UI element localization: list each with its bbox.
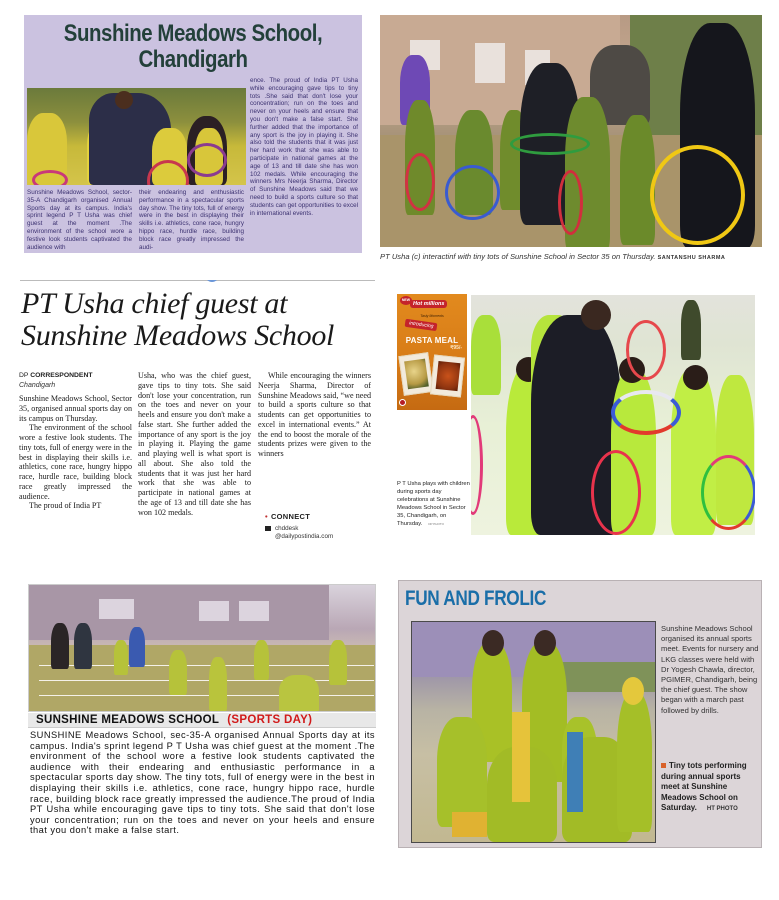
child-figure bbox=[437, 717, 487, 827]
article-column-3 bbox=[258, 371, 371, 459]
clipping-column-bottom-1: Sunshine Meadows School, sector-35-A Chandigarh organised Annual Sports day at its campus. India's sprint legend P T Usha was chief guest at the moment .The environment of the school wore a festive look students captivated the audience with bbox=[27, 189, 132, 251]
child-figure bbox=[279, 675, 319, 712]
paragraph: Usha, who was the chief guest, gave tips to tiny tots. She said don't lose your concentration, run on the toes and never on your heels and ensure you don't make a false start. She further added the importance of any sport is the joy in playing it. Playing the game and playing well is what sport is all about. She also told the students that it was just her hard work that she was able to participate in national games at the age of 13 and till date she has won 102 medals. bbox=[138, 371, 251, 517]
child-figure bbox=[471, 315, 501, 395]
hoop bbox=[650, 145, 745, 245]
clipping-body: Sunshine Meadows School organised its annual sports meet. Events for nursery and LKG classes were held with Dr Yogesh Chawla, director, PGIMER, Chandigarh, being the chief guest. The show began with a march past followed by drills. bbox=[661, 624, 759, 715]
bullet-icon bbox=[661, 763, 666, 768]
bullet-icon: • bbox=[265, 512, 268, 521]
adult-figure bbox=[129, 627, 145, 667]
mail-icon bbox=[265, 526, 271, 531]
ad-brand: Hot millions bbox=[410, 300, 447, 308]
article-column-2 bbox=[138, 371, 251, 517]
caption-text: P T Usha plays with children during sports day celebrations at Sunshine Meadows School in Sector 35, Chandigarh, on Thursday. bbox=[397, 481, 470, 528]
ad-price: ₹95/- bbox=[450, 345, 462, 351]
clipping-photo-usha-interacting bbox=[380, 15, 762, 265]
connect-label bbox=[265, 512, 310, 521]
track-line bbox=[39, 680, 374, 681]
hoop bbox=[701, 455, 755, 530]
adult-figure bbox=[74, 623, 92, 669]
hoop bbox=[187, 143, 227, 177]
adult-figure bbox=[51, 623, 69, 669]
connect-text: CONNECT bbox=[270, 512, 311, 521]
paragraph: Sunshine Meadows School, Sector 35, organised annual sports day on its campus on Thursday. bbox=[19, 394, 132, 423]
child-figure bbox=[617, 692, 652, 832]
child-figure bbox=[620, 115, 655, 245]
window bbox=[239, 601, 269, 621]
photo-caption bbox=[380, 252, 762, 261]
headline-line-2: Sunshine Meadows School bbox=[21, 319, 335, 352]
ad-intro-banner: introducing bbox=[405, 319, 438, 331]
paragraph: The environment of the school wore a festive look students. The tiny tots, full of energy were in the best in displaying their skills i.e. athletics, cone race, hungry hippo race, hurdle race, building block race greatly impressed the audience. bbox=[19, 423, 132, 501]
caption-text: Tiny tots performing during annual sports meet at Sunshine Meadows School on Saturday. bbox=[661, 761, 747, 812]
ad-tagline: Tasty Moments bbox=[420, 314, 444, 318]
clipping-headline: Sunshine Meadows School, Chandigarh bbox=[63, 20, 323, 73]
dateline: Chandigarh bbox=[19, 382, 56, 389]
contact-email bbox=[265, 525, 333, 541]
pasta-meal-advertisement bbox=[397, 294, 467, 410]
child-head bbox=[683, 365, 708, 390]
divider bbox=[20, 280, 375, 281]
clipping-column-right: ence. The proud of India PT Usha while encouraging gave tips to tiny tots .She said that don't lose your concentration; run on the toes and never on your heels and ensure that you don't make a false start. She further added that the importance of any sport is the joy in playing it. She also told the students that it was just her hard work that she was able to participate in national games at the age of 13 and till date she has won 102 medals. While encouraging the winners Mrs Neerja Sharma, Director of Sunshine Meadows said that we need to build a sports culture so that students can get opportunities to excel in international events. bbox=[250, 77, 358, 217]
adult-head bbox=[115, 91, 133, 109]
window bbox=[199, 601, 229, 621]
new-badge: NEW bbox=[400, 296, 412, 305]
hoop bbox=[510, 133, 590, 155]
hoop bbox=[591, 450, 641, 535]
title-text: SUNSHINE MEADOWS SCHOOL bbox=[36, 714, 220, 726]
track-line bbox=[39, 695, 374, 696]
photo-usha-plays-with-children bbox=[471, 295, 755, 535]
child-figure bbox=[209, 657, 227, 712]
child-figure bbox=[114, 640, 128, 675]
child-figure bbox=[254, 640, 269, 680]
clipping-daily-post bbox=[15, 280, 380, 565]
clipping-title bbox=[36, 714, 312, 726]
clipping-sunshine-meadows-chandigarh bbox=[24, 15, 362, 253]
hoop bbox=[405, 153, 435, 211]
photo-caption bbox=[661, 761, 759, 815]
hoop bbox=[626, 320, 666, 380]
ad-product: PASTA MEAL bbox=[405, 336, 459, 345]
byline-role: CORRESPONDENT bbox=[30, 372, 93, 379]
photo-caption bbox=[397, 480, 472, 529]
photo-credit: DP PHOTO bbox=[428, 522, 444, 527]
title-bar bbox=[28, 713, 376, 728]
child-head bbox=[482, 630, 504, 656]
article-column-1 bbox=[19, 394, 132, 511]
byline-prefix: DP bbox=[19, 372, 29, 379]
caption-text: PT Usha (c) interactinf with tiny tots of Sunshine School in Sector 35 on Thursday. bbox=[380, 252, 656, 261]
clipping-sports-day bbox=[22, 580, 382, 865]
turban bbox=[622, 677, 644, 705]
hoop bbox=[611, 390, 681, 435]
hoop bbox=[558, 170, 583, 235]
headline-line-1: PT Usha chief guest at bbox=[21, 287, 288, 320]
photo-usha-with-children-hoops bbox=[27, 88, 246, 185]
window bbox=[475, 43, 505, 83]
hoop bbox=[32, 170, 68, 185]
yellow-cloth bbox=[452, 812, 487, 837]
window bbox=[99, 599, 134, 619]
photo-credit: SANTANSHU SHARMA bbox=[657, 255, 726, 261]
clipping-column-bottom-2: their endearing and enthusiastic performance in a spectacular sports day show. The tiny tots, full of energy were in the best in displaying their skills i.e. athletics, cone race, hungry hippo race, hurdle race, building block race greatly impressed the audi- bbox=[139, 189, 244, 251]
clipping-headline: FUN AND FROLIC bbox=[405, 587, 547, 610]
ad-logo-icon bbox=[399, 399, 406, 406]
clipping-fun-and-frolic bbox=[398, 580, 762, 848]
yellow-cloth bbox=[512, 712, 530, 802]
blue-cloth bbox=[567, 732, 583, 812]
byline bbox=[19, 372, 93, 379]
photo-tiny-tots-performing bbox=[411, 621, 656, 843]
child-figure bbox=[329, 640, 347, 685]
photo-usha-with-tiny-tots bbox=[380, 15, 762, 247]
paragraph: The proud of India PT bbox=[29, 501, 102, 511]
article-headline bbox=[21, 288, 380, 352]
pasta-plate-image bbox=[398, 352, 433, 396]
clipping-body: SUNSHINE Meadows School, sec-35-A organised Annual Sports day at its campus. India's sprint legend P T Usha was chief guest at the moment .The environment of the school wore a festive look students captivated the audience with their endearing and enthusiastic performance in a spectacular sports day show. The tiny tots, full of energy were in the best in displaying their skills i.e. athletics, cone race, hungry hippo race, hurdle race, building block race greatly impressed the audience.The proud of India PT Usha while encouraging gave tips to tiny tots. She said that don't lose your concentration; run on the toes and never on your heels and ensure that you don't make a false start. bbox=[30, 730, 375, 836]
pasta-plate-image bbox=[430, 354, 465, 397]
email-domain: @dailypostindia.com bbox=[275, 533, 334, 540]
usha-head bbox=[581, 300, 611, 330]
child-head bbox=[534, 630, 556, 656]
title-subtitle: (SPORTS DAY) bbox=[227, 714, 313, 726]
adult-figure bbox=[681, 300, 701, 360]
hoop bbox=[445, 165, 500, 220]
photo-credit: HT PHOTO bbox=[706, 806, 738, 812]
clipping-with-ad bbox=[395, 290, 765, 540]
photo-sports-day-field bbox=[28, 584, 376, 712]
hoop bbox=[471, 415, 483, 515]
child-figure bbox=[169, 650, 187, 695]
email-user: chddesk bbox=[275, 525, 299, 532]
paragraph: While encouraging the winners Neerja Sharma, Director of Sunshine Meadows said, “we need to build a sports culture so that students can get opportunities to excel in international events.” At the end to boost the morale of the students prizes were given to the winners bbox=[258, 371, 371, 458]
